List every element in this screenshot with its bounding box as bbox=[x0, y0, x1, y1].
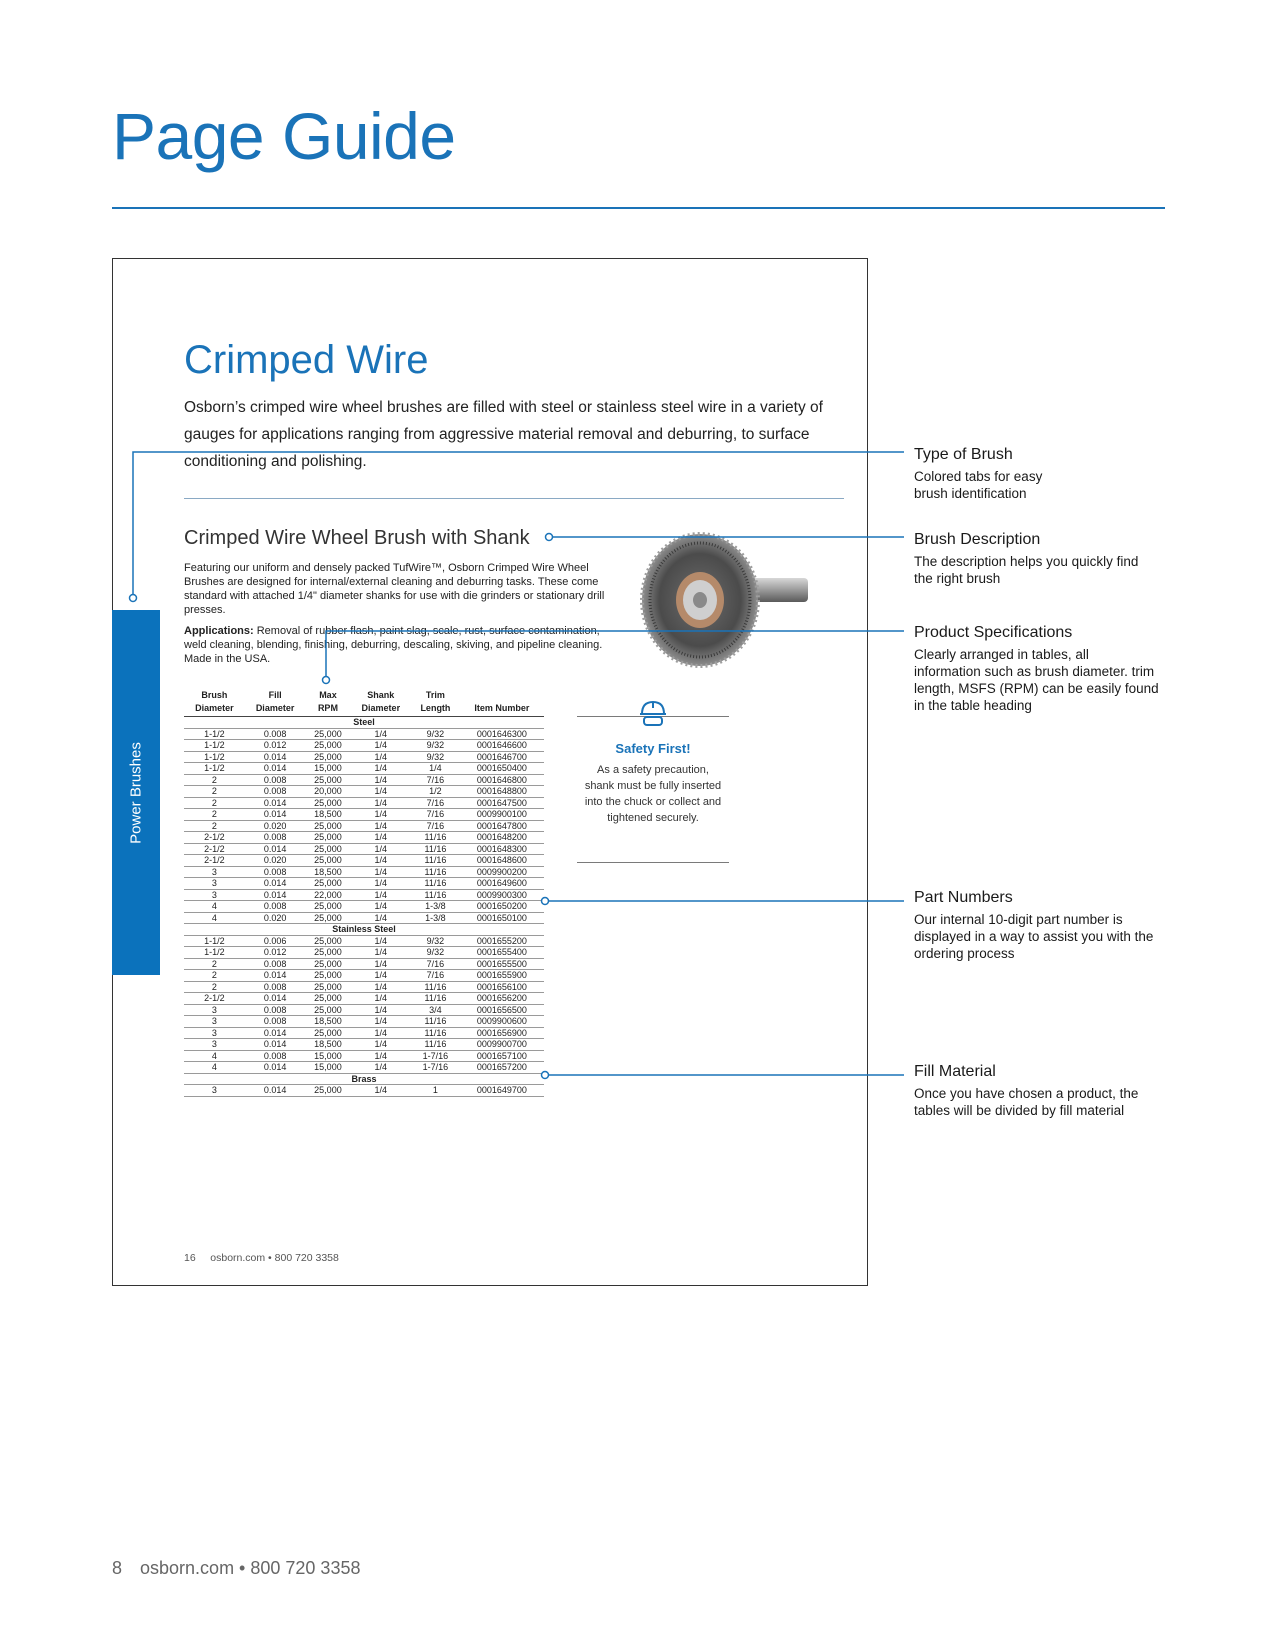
table-cell: 11/16 bbox=[411, 981, 460, 993]
table-row bbox=[184, 1016, 544, 1028]
table-cell: 25,000 bbox=[305, 947, 350, 959]
table-cell: 0.014 bbox=[245, 889, 306, 901]
table-cell: 0.014 bbox=[245, 878, 306, 890]
item-number-cell: 0001655900 bbox=[460, 970, 544, 982]
hard-hat-icon bbox=[636, 696, 670, 730]
spec-table-header bbox=[184, 688, 544, 717]
table-cell: 25,000 bbox=[305, 728, 350, 740]
table-cell: 1/4 bbox=[350, 809, 411, 821]
callout-body: The description helps you quickly find the right brush bbox=[914, 554, 1139, 586]
item-number-cell: 0001647800 bbox=[460, 820, 544, 832]
item-number-cell: 0001646700 bbox=[460, 751, 544, 763]
callout-title: Brush Description bbox=[914, 531, 1041, 548]
table-cell: 0.014 bbox=[245, 751, 306, 763]
spec-column-header-line: Diameter bbox=[195, 703, 234, 713]
item-number-cell: 0009900300 bbox=[460, 889, 544, 901]
table-row bbox=[184, 970, 544, 982]
table-cell: 1/4 bbox=[350, 740, 411, 752]
table-cell: 1/4 bbox=[350, 820, 411, 832]
item-number-cell: 0009900200 bbox=[460, 866, 544, 878]
table-row bbox=[184, 809, 544, 821]
table-cell: 2 bbox=[184, 809, 245, 821]
table-cell: 1/4 bbox=[350, 889, 411, 901]
table-cell: 11/16 bbox=[411, 866, 460, 878]
table-cell: 0.014 bbox=[245, 1062, 306, 1074]
table-cell: 1/2 bbox=[411, 786, 460, 798]
table-cell: 1 bbox=[411, 1085, 460, 1097]
item-number-cell: 0001650200 bbox=[460, 901, 544, 913]
table-row bbox=[184, 866, 544, 878]
table-cell: 2 bbox=[184, 820, 245, 832]
table-cell: 25,000 bbox=[305, 1004, 350, 1016]
table-cell: 0.008 bbox=[245, 728, 306, 740]
table-cell: 11/16 bbox=[411, 1039, 460, 1051]
callout-body: Clearly arranged in tables, all information such as brush diameter. trim length, MSFS (RPM) can be easily found in the table heading bbox=[914, 647, 1159, 713]
table-cell: 1/4 bbox=[350, 866, 411, 878]
item-number-cell: 0001648200 bbox=[460, 832, 544, 844]
callout-title: Fill Material bbox=[914, 1063, 996, 1080]
callout-type-of-brush bbox=[914, 445, 1174, 502]
table-cell: 2 bbox=[184, 981, 245, 993]
product-applications bbox=[184, 624, 624, 666]
table-cell: 1-1/2 bbox=[184, 751, 245, 763]
table-cell: 1/4 bbox=[350, 843, 411, 855]
table-cell: 0.012 bbox=[245, 740, 306, 752]
item-number-cell: 0001655500 bbox=[460, 958, 544, 970]
item-number-cell: 0001648800 bbox=[460, 786, 544, 798]
table-cell: 25,000 bbox=[305, 935, 350, 947]
table-row bbox=[184, 947, 544, 959]
title-divider bbox=[112, 207, 1165, 209]
table-row bbox=[184, 912, 544, 924]
table-cell: 1/4 bbox=[350, 774, 411, 786]
table-cell: 0.014 bbox=[245, 1085, 306, 1097]
spec-column-header bbox=[184, 688, 245, 717]
callout-brush-description bbox=[914, 530, 1174, 587]
item-number-cell: 0001655400 bbox=[460, 947, 544, 959]
table-cell: 25,000 bbox=[305, 843, 350, 855]
sample-intro: Osborn’s crimped wire wheel brushes are filled with steel or stainless steel wire in a variety of gauges for applications ranging from aggressive material removal and deburring, to surface conditioning and polishing. bbox=[184, 399, 823, 470]
table-cell: 1/4 bbox=[350, 878, 411, 890]
table-cell: 2-1/2 bbox=[184, 832, 245, 844]
table-cell: 25,000 bbox=[305, 901, 350, 913]
table-cell: 0.008 bbox=[245, 774, 306, 786]
table-cell: 25,000 bbox=[305, 912, 350, 924]
fill-material-group-row bbox=[184, 924, 544, 936]
table-row bbox=[184, 1027, 544, 1039]
table-cell: 0.014 bbox=[245, 970, 306, 982]
table-cell: 1-1/2 bbox=[184, 740, 245, 752]
table-cell: 18,500 bbox=[305, 866, 350, 878]
table-row bbox=[184, 981, 544, 993]
spec-column-header bbox=[245, 688, 306, 717]
table-cell: 1/4 bbox=[350, 1062, 411, 1074]
table-cell: 9/32 bbox=[411, 935, 460, 947]
table-cell: 1/4 bbox=[411, 763, 460, 775]
table-cell: 1/4 bbox=[350, 763, 411, 775]
spec-column-header-line: Brush bbox=[201, 690, 228, 700]
item-number-cell: 0001656900 bbox=[460, 1027, 544, 1039]
table-cell: 0.006 bbox=[245, 935, 306, 947]
table-row bbox=[184, 1085, 544, 1097]
spec-column-header-line: Item Number bbox=[474, 703, 530, 713]
table-cell: 25,000 bbox=[305, 832, 350, 844]
callout-title: Type of Brush bbox=[914, 446, 1013, 463]
table-cell: 0.008 bbox=[245, 1016, 306, 1028]
table-cell: 3 bbox=[184, 1027, 245, 1039]
applications-label: Applications: bbox=[184, 625, 254, 637]
table-cell: 11/16 bbox=[411, 889, 460, 901]
fill-material-group-row bbox=[184, 717, 544, 729]
page-footer bbox=[112, 1558, 360, 1579]
table-cell: 0.008 bbox=[245, 901, 306, 913]
table-cell: 11/16 bbox=[411, 843, 460, 855]
spec-column-header-line: Shank bbox=[367, 690, 395, 700]
table-cell: 25,000 bbox=[305, 774, 350, 786]
table-cell: 1/4 bbox=[350, 1027, 411, 1039]
table-cell: 2-1/2 bbox=[184, 843, 245, 855]
spec-column-header bbox=[460, 688, 544, 717]
fill-material-label: Stainless Steel bbox=[184, 924, 544, 936]
table-row bbox=[184, 935, 544, 947]
table-cell: 22,000 bbox=[305, 889, 350, 901]
item-number-cell: 0009900700 bbox=[460, 1039, 544, 1051]
table-row bbox=[184, 832, 544, 844]
table-row bbox=[184, 1004, 544, 1016]
item-number-cell: 0009900100 bbox=[460, 809, 544, 821]
table-cell: 7/16 bbox=[411, 970, 460, 982]
fill-material-label: Steel bbox=[184, 717, 544, 729]
spec-column-header-line: Max bbox=[319, 690, 337, 700]
table-cell: 0.014 bbox=[245, 1027, 306, 1039]
item-number-cell: 0001655200 bbox=[460, 935, 544, 947]
table-cell: 1/4 bbox=[350, 1016, 411, 1028]
table-cell: 1-1/2 bbox=[184, 763, 245, 775]
category-tab bbox=[112, 610, 160, 975]
table-cell: 2-1/2 bbox=[184, 855, 245, 867]
spec-column-header bbox=[411, 688, 460, 717]
table-cell: 3 bbox=[184, 866, 245, 878]
table-cell: 3 bbox=[184, 1004, 245, 1016]
item-number-cell: 0001646800 bbox=[460, 774, 544, 786]
table-cell: 7/16 bbox=[411, 797, 460, 809]
item-number-cell: 0001656100 bbox=[460, 981, 544, 993]
wire-brush-image bbox=[640, 528, 810, 678]
table-cell: 18,500 bbox=[305, 809, 350, 821]
table-cell: 1/4 bbox=[350, 935, 411, 947]
table-cell: 4 bbox=[184, 1050, 245, 1062]
table-cell: 25,000 bbox=[305, 958, 350, 970]
table-cell: 1/4 bbox=[350, 1085, 411, 1097]
table-cell: 15,000 bbox=[305, 1050, 350, 1062]
table-cell: 3/4 bbox=[411, 1004, 460, 1016]
table-cell: 11/16 bbox=[411, 855, 460, 867]
table-cell: 0.014 bbox=[245, 797, 306, 809]
item-number-cell: 0001657100 bbox=[460, 1050, 544, 1062]
table-cell: 1-1/2 bbox=[184, 728, 245, 740]
table-cell: 0.014 bbox=[245, 1039, 306, 1051]
table-cell: 0.020 bbox=[245, 912, 306, 924]
table-cell: 2-1/2 bbox=[184, 993, 245, 1005]
table-row bbox=[184, 820, 544, 832]
table-row bbox=[184, 763, 544, 775]
table-cell: 0.014 bbox=[245, 809, 306, 821]
table-row bbox=[184, 958, 544, 970]
item-number-cell: 0001649600 bbox=[460, 878, 544, 890]
table-cell: 0.014 bbox=[245, 993, 306, 1005]
table-cell: 18,500 bbox=[305, 1016, 350, 1028]
table-cell: 1/4 bbox=[350, 1039, 411, 1051]
spec-column-header-line: RPM bbox=[317, 703, 338, 713]
table-cell: 7/16 bbox=[411, 809, 460, 821]
table-cell: 4 bbox=[184, 1062, 245, 1074]
table-cell: 1/4 bbox=[350, 947, 411, 959]
table-cell: 1/4 bbox=[350, 797, 411, 809]
table-cell: 0.014 bbox=[245, 763, 306, 775]
callout-body: Our internal 10-digit part number is displayed in a way to assist you with the ordering process bbox=[914, 912, 1154, 961]
spec-column-header-line: Trim bbox=[425, 690, 445, 700]
table-cell: 0.020 bbox=[245, 855, 306, 867]
table-cell: 15,000 bbox=[305, 763, 350, 775]
table-cell: 1/4 bbox=[350, 958, 411, 970]
table-row bbox=[184, 1050, 544, 1062]
spec-column-header bbox=[305, 688, 350, 717]
table-cell: 25,000 bbox=[305, 878, 350, 890]
table-cell: 4 bbox=[184, 912, 245, 924]
table-cell: 1-1/2 bbox=[184, 947, 245, 959]
table-cell: 3 bbox=[184, 1039, 245, 1051]
item-number-cell: 0001647500 bbox=[460, 797, 544, 809]
table-cell: 0.008 bbox=[245, 832, 306, 844]
spec-column-header bbox=[350, 688, 411, 717]
table-cell: 1/4 bbox=[350, 855, 411, 867]
table-row bbox=[184, 1039, 544, 1051]
table-row bbox=[184, 1062, 544, 1074]
safety-title: Safety First! bbox=[615, 741, 691, 756]
table-cell: 0.008 bbox=[245, 981, 306, 993]
table-cell: 1/4 bbox=[350, 1050, 411, 1062]
table-cell: 2 bbox=[184, 786, 245, 798]
callout-body: Colored tabs for easy brush identification bbox=[914, 469, 1043, 501]
spec-column-header-line: Diameter bbox=[255, 703, 295, 713]
table-cell: 2 bbox=[184, 797, 245, 809]
page-number: 8 bbox=[112, 1558, 123, 1578]
table-cell: 0.008 bbox=[245, 786, 306, 798]
fill-material-label: Brass bbox=[184, 1073, 544, 1085]
table-cell: 11/16 bbox=[411, 832, 460, 844]
table-cell: 25,000 bbox=[305, 1085, 350, 1097]
table-cell: 3 bbox=[184, 889, 245, 901]
table-row bbox=[184, 901, 544, 913]
table-cell: 1/4 bbox=[350, 1004, 411, 1016]
item-number-cell: 0001646600 bbox=[460, 740, 544, 752]
table-row bbox=[184, 855, 544, 867]
table-cell: 25,000 bbox=[305, 1027, 350, 1039]
item-number-cell: 0001646300 bbox=[460, 728, 544, 740]
sample-divider bbox=[184, 498, 844, 499]
table-cell: 3 bbox=[184, 878, 245, 890]
fill-material-group-row bbox=[184, 1073, 544, 1085]
table-cell: 1/4 bbox=[350, 786, 411, 798]
callout-title: Part Numbers bbox=[914, 889, 1013, 906]
item-number-cell: 0001649700 bbox=[460, 1085, 544, 1097]
table-cell: 18,500 bbox=[305, 1039, 350, 1051]
table-cell: 1/4 bbox=[350, 901, 411, 913]
table-row bbox=[184, 740, 544, 752]
footer-contact: osborn.com • 800 720 3358 bbox=[140, 1558, 361, 1578]
table-row bbox=[184, 843, 544, 855]
item-number-cell: 0001656500 bbox=[460, 1004, 544, 1016]
table-cell: 0.014 bbox=[245, 843, 306, 855]
table-cell: 25,000 bbox=[305, 797, 350, 809]
table-row bbox=[184, 878, 544, 890]
table-row bbox=[184, 797, 544, 809]
table-cell: 0.012 bbox=[245, 947, 306, 959]
table-cell: 7/16 bbox=[411, 774, 460, 786]
product-title: Crimped Wire Wheel Brush with Shank bbox=[184, 527, 530, 549]
table-cell: 1-7/16 bbox=[411, 1050, 460, 1062]
table-cell: 1/4 bbox=[350, 970, 411, 982]
table-cell: 0.008 bbox=[245, 866, 306, 878]
table-cell: 1-1/2 bbox=[184, 935, 245, 947]
table-cell: 2 bbox=[184, 958, 245, 970]
table-cell: 1/4 bbox=[350, 728, 411, 740]
spec-column-header-line: Length bbox=[420, 703, 451, 713]
table-row bbox=[184, 786, 544, 798]
table-row bbox=[184, 751, 544, 763]
table-row bbox=[184, 993, 544, 1005]
table-cell: 25,000 bbox=[305, 970, 350, 982]
table-cell: 1/4 bbox=[350, 751, 411, 763]
table-cell: 1/4 bbox=[350, 832, 411, 844]
spec-column-header-line: Fill bbox=[268, 690, 282, 700]
table-cell: 1/4 bbox=[350, 993, 411, 1005]
table-cell: 11/16 bbox=[411, 878, 460, 890]
table-cell: 9/32 bbox=[411, 947, 460, 959]
table-cell: 25,000 bbox=[305, 981, 350, 993]
spec-table-body bbox=[184, 717, 544, 1097]
page-title: Page Guide bbox=[112, 99, 456, 173]
table-cell: 7/16 bbox=[411, 958, 460, 970]
item-number-cell: 0001650100 bbox=[460, 912, 544, 924]
item-number-cell: 0001650400 bbox=[460, 763, 544, 775]
table-row bbox=[184, 889, 544, 901]
applications-text: Removal of rubber flash, paint slag, scale, rust, surface contamination, weld cleaning, blending, finishing, deburring, descaling, skiving, and pipeline cleaning. Made in the USA. bbox=[184, 625, 603, 665]
table-cell: 9/32 bbox=[411, 751, 460, 763]
table-cell: 0.008 bbox=[245, 958, 306, 970]
table-cell: 25,000 bbox=[305, 855, 350, 867]
item-number-cell: 0001656200 bbox=[460, 993, 544, 1005]
table-cell: 15,000 bbox=[305, 1062, 350, 1074]
table-cell: 4 bbox=[184, 901, 245, 913]
item-number-cell: 0001648300 bbox=[460, 843, 544, 855]
callout-part-numbers bbox=[914, 888, 1174, 962]
table-cell: 3 bbox=[184, 1085, 245, 1097]
table-cell: 1-7/16 bbox=[411, 1062, 460, 1074]
table-cell: 1-3/8 bbox=[411, 901, 460, 913]
callout-body: Once you have chosen a product, the tables will be divided by fill material bbox=[914, 1086, 1139, 1118]
table-cell: 7/16 bbox=[411, 820, 460, 832]
callout-title: Product Specifications bbox=[914, 624, 1073, 641]
product-description: Featuring our uniform and densely packed TufWire™, Osborn Crimped Wire Wheel Brushes are designed for internal/external cleaning and deburring tasks. These come standard with attached 1/4" diameter shanks for use with die grinders or stationary drill presses. bbox=[184, 562, 605, 616]
spec-table bbox=[184, 688, 544, 1097]
table-row bbox=[184, 728, 544, 740]
callout-product-specifications bbox=[914, 623, 1174, 714]
spec-column-header-line bbox=[462, 689, 542, 702]
table-cell: 1/4 bbox=[350, 912, 411, 924]
table-cell: 1-3/8 bbox=[411, 912, 460, 924]
table-cell: 3 bbox=[184, 1016, 245, 1028]
safety-text: As a safety precaution, shank must be fully inserted into the chuck or collect and tightened securely. bbox=[584, 764, 722, 824]
table-cell: 20,000 bbox=[305, 786, 350, 798]
table-cell: 11/16 bbox=[411, 1027, 460, 1039]
table-cell: 25,000 bbox=[305, 993, 350, 1005]
table-cell: 9/32 bbox=[411, 728, 460, 740]
table-cell: 11/16 bbox=[411, 1016, 460, 1028]
table-cell: 25,000 bbox=[305, 820, 350, 832]
table-row bbox=[184, 774, 544, 786]
table-cell: 9/32 bbox=[411, 740, 460, 752]
table-cell: 0.008 bbox=[245, 1004, 306, 1016]
table-cell: 2 bbox=[184, 774, 245, 786]
callout-fill-material bbox=[914, 1062, 1174, 1119]
table-cell: 25,000 bbox=[305, 740, 350, 752]
item-number-cell: 0009900600 bbox=[460, 1016, 544, 1028]
item-number-cell: 0001657200 bbox=[460, 1062, 544, 1074]
table-cell: 11/16 bbox=[411, 993, 460, 1005]
sample-heading: Crimped Wire bbox=[184, 338, 429, 382]
item-number-cell: 0001648600 bbox=[460, 855, 544, 867]
table-cell: 1/4 bbox=[350, 981, 411, 993]
table-cell: 2 bbox=[184, 970, 245, 982]
sample-footer: 16 osborn.com • 800 720 3358 bbox=[184, 1252, 339, 1264]
table-cell: 0.020 bbox=[245, 820, 306, 832]
category-tab-label: Power Brushes bbox=[127, 741, 145, 844]
safety-bottom-rule bbox=[577, 862, 729, 863]
table-cell: 25,000 bbox=[305, 751, 350, 763]
spec-column-header-line: Diameter bbox=[361, 703, 401, 713]
table-cell: 0.008 bbox=[245, 1050, 306, 1062]
